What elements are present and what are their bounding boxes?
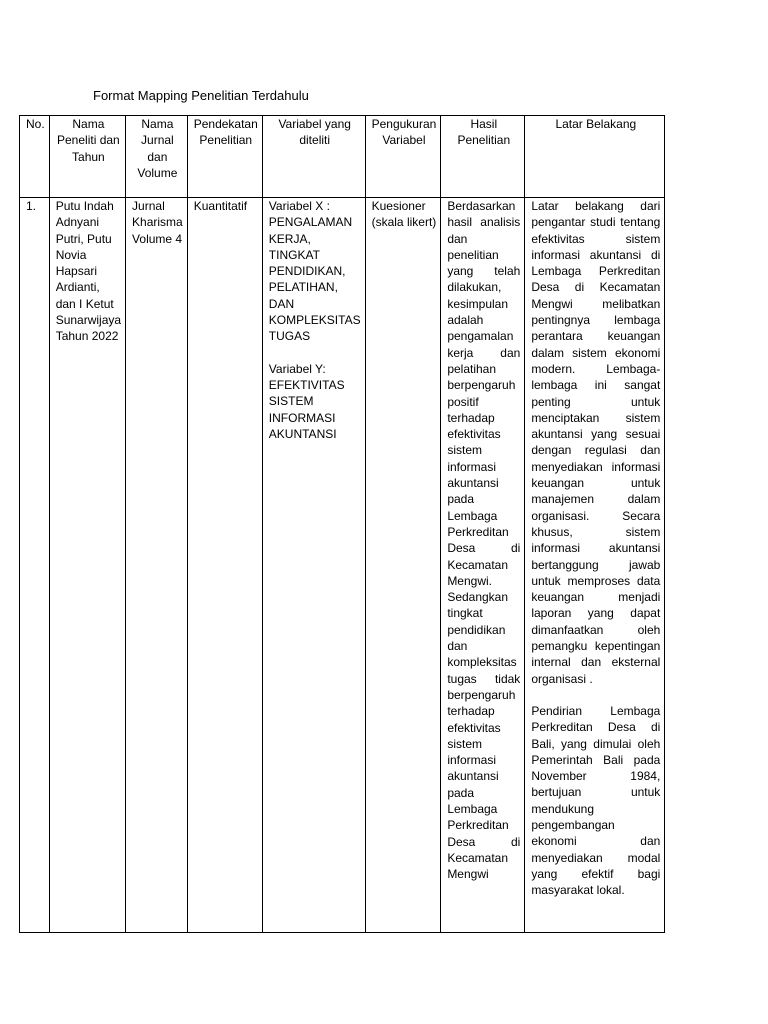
- header-no: No.: [20, 116, 50, 198]
- cell-nama-jurnal: Jurnal Kharisma Volume 4: [126, 198, 188, 933]
- header-nama-peneliti: Nama Peneliti dan Tahun: [49, 116, 125, 198]
- header-pengukuran: Pengukuran Variabel: [365, 116, 441, 198]
- header-latar: Latar Belakang: [525, 116, 665, 198]
- header-hasil: Hasil Penelitian: [441, 116, 525, 198]
- table-header-row: [20, 116, 665, 198]
- header-variabel: Variabel yang diteliti: [262, 116, 365, 198]
- variabel-x: Variabel X : PENGALAMAN KERJA, TINGKAT PENDIDIKAN, PELATIHAN, DAN KOMPLEKSITAS TUGAS: [268, 199, 361, 344]
- latar-paragraph-2: Pendirian Lembaga Perkreditan Desa di Bali, yang dimulai oleh Pemerintah Bali pada November 1984, bertujuan untuk mendukung pengembangan ekonomi dan menyediakan modal yang efektif bagi masyarakat lokal.: [531, 703, 661, 898]
- cell-variabel: [262, 198, 365, 933]
- header-nama-jurnal: Nama Jurnal dan Volume: [126, 116, 188, 198]
- cell-hasil: Berdasarkan hasil analisis dan penelitian yang telah dilakukan, kesimpulan adalah pengamalan kerja dan pelatihan berpengaruh positif terhadap efektivitas sistem informasi akuntansi pada Lembaga Perkreditan Desa di Kecamatan Mengwi. Sedangkan tingkat pendidikan dan kompleksitas tugas tidak berpengaruh terhadap efektivitas sistem informasi akuntansi pada Lembaga Perkreditan Desa di Kecamatan Mengwi: [441, 198, 525, 933]
- mapping-table: [19, 115, 665, 933]
- document-title: Format Mapping Penelitian Terdahulu: [93, 88, 309, 103]
- cell-nama-peneliti: Putu Indah Adnyani Putri, Putu Novia Hapsari Ardianti, dan I Ketut Sunarwijaya Tahun 2022: [49, 198, 125, 933]
- variabel-y: Variabel Y: EFEKTIVITAS SISTEM INFORMASI AKUNTANSI: [268, 361, 345, 441]
- latar-paragraph-1: Latar belakang dari pengantar studi tentang efektivitas sistem informasi akuntansi di Lembaga Perkreditan Desa di Kecamatan Mengwi melibatkan pentingnya lembaga perantara keuangan dalam sistem ekonomi modern. Lembaga-lembaga ini sangat penting untuk menciptakan sistem akuntansi yang sesuai dengan regulasi dan menyediakan informasi keuangan untuk manajemen dalam organisasi. Secara khusus, sistem informasi akuntansi bertanggung jawab untuk memproses data keuangan menjadi laporan yang dapat dimanfaatkan oleh pemangku kepentingan internal dan eksternal organisasi .: [531, 199, 661, 686]
- cell-pendekatan: Kuantitatif: [187, 198, 262, 933]
- table-row: [20, 198, 665, 933]
- header-pendekatan: Pendekatan Penelitian: [187, 116, 262, 198]
- cell-latar: [525, 198, 665, 933]
- cell-pengukuran: Kuesioner (skala likert): [365, 198, 441, 933]
- cell-no: 1.: [20, 198, 50, 933]
